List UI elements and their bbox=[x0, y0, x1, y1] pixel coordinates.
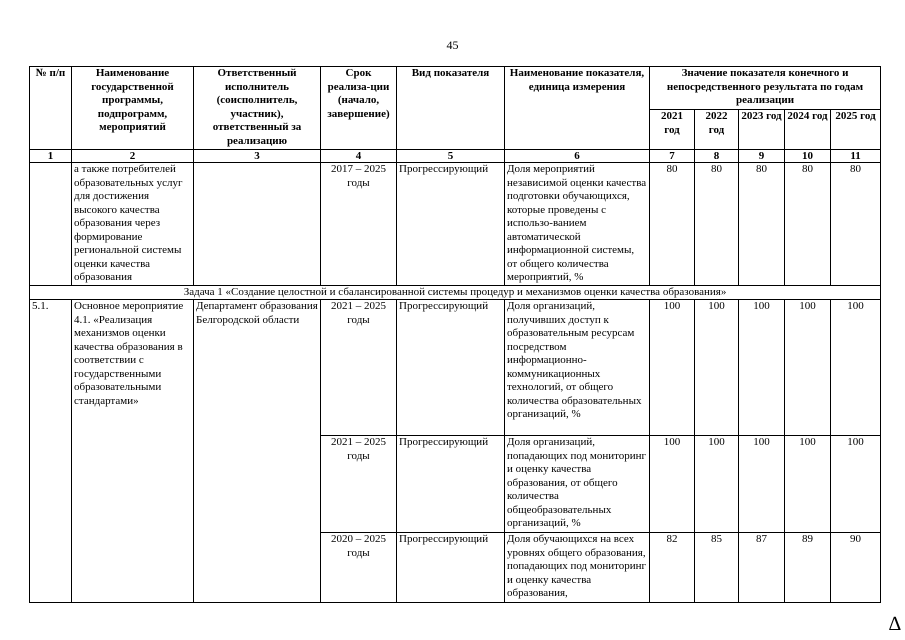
activity-name: а также потребителей образовательных услуг для достижения высокого качества образования через формирование региональной системы оценки качества образования bbox=[72, 163, 194, 286]
executor bbox=[194, 163, 321, 286]
indicator-type: Прогрессирующий bbox=[397, 436, 505, 533]
table-row bbox=[30, 300, 881, 436]
header-row bbox=[30, 67, 881, 110]
value-2023: 100 bbox=[739, 436, 785, 533]
indicators-table bbox=[29, 66, 881, 603]
table-row bbox=[30, 163, 881, 286]
column-numbers-row bbox=[30, 150, 881, 163]
value-2021: 82 bbox=[650, 533, 695, 603]
col-number: 7 bbox=[650, 150, 695, 163]
indicator-type: Прогрессирующий bbox=[397, 533, 505, 603]
value-2024: 100 bbox=[785, 436, 831, 533]
row-number bbox=[30, 163, 72, 286]
value-2021: 80 bbox=[650, 163, 695, 286]
value-2022: 100 bbox=[695, 436, 739, 533]
value-2025: 80 bbox=[831, 163, 881, 286]
value-2023: 100 bbox=[739, 300, 785, 436]
col-number: 2 bbox=[72, 150, 194, 163]
period: 2021 – 2025 годы bbox=[321, 436, 397, 533]
period: 2020 – 2025 годы bbox=[321, 533, 397, 603]
value-2023: 80 bbox=[739, 163, 785, 286]
col-number: 5 bbox=[397, 150, 505, 163]
col-number: 11 bbox=[831, 150, 881, 163]
value-2021: 100 bbox=[650, 436, 695, 533]
col-number: 1 bbox=[30, 150, 72, 163]
value-2021: 100 bbox=[650, 300, 695, 436]
value-2024: 89 bbox=[785, 533, 831, 603]
value-2024: 100 bbox=[785, 300, 831, 436]
col-number: 10 bbox=[785, 150, 831, 163]
value-2025: 100 bbox=[831, 300, 881, 436]
task-row bbox=[30, 285, 881, 300]
value-2025: 100 bbox=[831, 436, 881, 533]
header-period: Срок реализа-ции (начало, завершение) bbox=[321, 67, 397, 150]
value-2025: 90 bbox=[831, 533, 881, 603]
header-year: 2024 год bbox=[785, 110, 831, 150]
period: 2017 – 2025 годы bbox=[321, 163, 397, 286]
header-name: Наименование государственной программы, подпрограмм, мероприятий bbox=[72, 67, 194, 150]
header-values-group: Значение показателя конечного и непосредственного результата по годам реализации bbox=[650, 67, 881, 110]
indicator-name: Доля организаций, получивших доступ к образовательным ресурсам посредством информационно-коммуникационных технологий, от общего количества образовательных организаций, % bbox=[505, 300, 650, 436]
value-2022: 80 bbox=[695, 163, 739, 286]
col-number: 9 bbox=[739, 150, 785, 163]
corner-mark-icon: ∆ bbox=[888, 613, 901, 635]
value-2022: 85 bbox=[695, 533, 739, 603]
activity-name: Основное мероприятие 4.1. «Реализация механизмов оценки качества образования в соответствии с государственными образовательными стандартами» bbox=[72, 300, 194, 603]
header-year: 2022 год bbox=[695, 110, 739, 150]
col-number: 8 bbox=[695, 150, 739, 163]
value-2024: 80 bbox=[785, 163, 831, 286]
col-number: 4 bbox=[321, 150, 397, 163]
header-executor: Ответственный исполнитель (соисполнитель, участник), ответственный за реализацию bbox=[194, 67, 321, 150]
indicator-name: Доля организаций, попадающих под мониторинг и оценку качества образования, от общего количества общеобразовательных организаций, % bbox=[505, 436, 650, 533]
row-number: 5.1. bbox=[30, 300, 72, 603]
col-number: 6 bbox=[505, 150, 650, 163]
header-year: 2025 год bbox=[831, 110, 881, 150]
header-type: Вид показателя bbox=[397, 67, 505, 150]
indicator-type: Прогрессирующий bbox=[397, 300, 505, 436]
indicator-name: Доля обучающихся на всех уровнях общего образования, попадающих под мониторинг и оценку качества образования, bbox=[505, 533, 650, 603]
header-year: 2021 год bbox=[650, 110, 695, 150]
header-num: № п/п bbox=[30, 67, 72, 150]
col-number: 3 bbox=[194, 150, 321, 163]
header-year: 2023 год bbox=[739, 110, 785, 150]
header-indicator: Наименование показателя, единица измерения bbox=[505, 67, 650, 150]
task-title: Задача 1 «Создание целостной и сбалансированной системы процедур и механизмов оценки качества образования» bbox=[30, 285, 881, 300]
period: 2021 – 2025 годы bbox=[321, 300, 397, 436]
indicator-type: Прогрессирующий bbox=[397, 163, 505, 286]
executor: Департамент образования Белгородской области bbox=[194, 300, 321, 603]
value-2023: 87 bbox=[739, 533, 785, 603]
indicator-name: Доля мероприятий независимой оценки качества подготовки обучающихся, которые проведены с использо-ванием автоматической информационной системы, от общего количества мероприятий, % bbox=[505, 163, 650, 286]
page-number: 45 bbox=[446, 38, 459, 52]
value-2022: 100 bbox=[695, 300, 739, 436]
